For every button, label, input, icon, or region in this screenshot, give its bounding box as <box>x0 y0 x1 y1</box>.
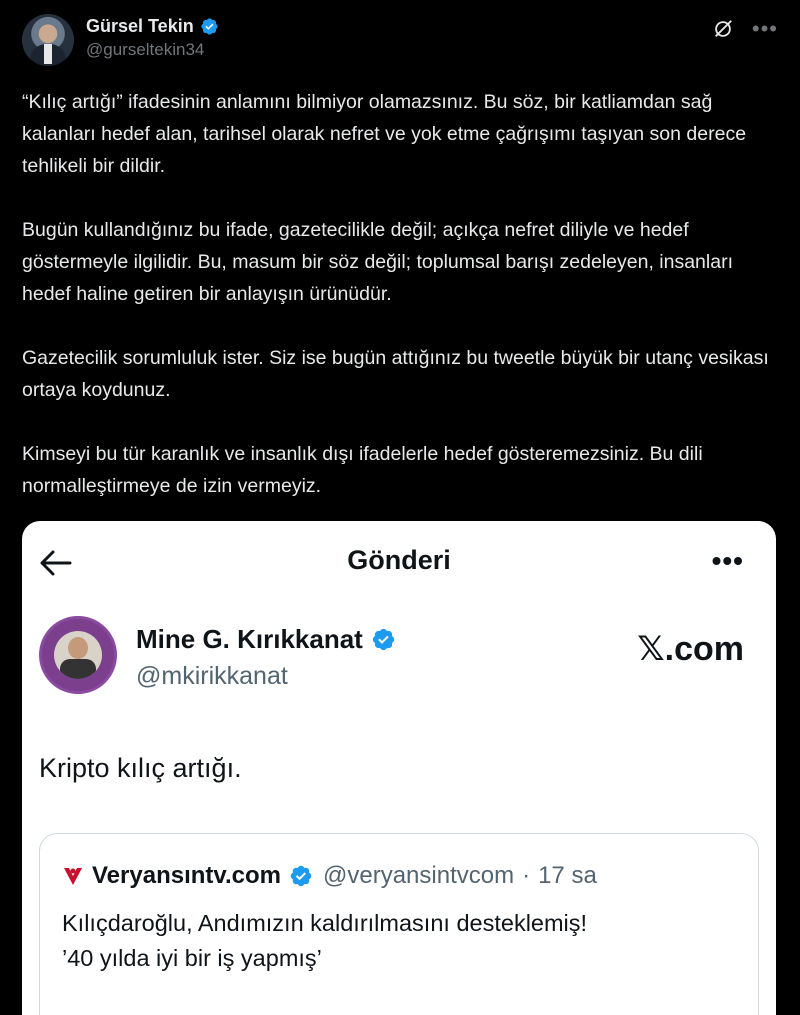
verified-badge-icon <box>289 864 313 888</box>
quoted-timestamp: 17 sa <box>538 862 597 889</box>
author-info <box>86 16 219 60</box>
author-name[interactable]: Gürsel Tekin <box>86 16 194 36</box>
quoted-author-handle: @veryansintvcom <box>322 862 515 889</box>
verified-badge-icon <box>371 627 396 652</box>
tweet-header <box>22 12 782 70</box>
quoted-post-text <box>62 906 752 976</box>
embedded-author-avatar <box>39 616 117 694</box>
veryansin-logo-icon <box>62 865 84 887</box>
author-avatar[interactable] <box>22 14 74 66</box>
x-com-logo: 𝕏.com <box>637 630 744 668</box>
tweet-paragraph: “Kılıç artığı” ifadesinin anlamını bilmiyor olamazsınız. Bu söz, bir katliamdan sağ kalanları hedef alan, tarihsel olarak nefret ve yok etme çağrışımı taşıyan son derece tehlikeli bir dildir. <box>22 91 747 177</box>
verified-badge-icon <box>200 17 219 36</box>
author-handle[interactable]: @gurseltekin34 <box>86 40 205 59</box>
quoted-post-header <box>62 862 597 890</box>
tweet-paragraph: Kimseyi bu tür karanlık ve insanlık dışı ifadelerle hedef gösteremezsiniz. Bu dili normalleştirmeye de izin vermeyiz. <box>22 443 703 497</box>
embedded-nav <box>22 521 776 603</box>
tweet-paragraph: Bugün kullandığınız bu ifade, gazetecilikle değil; açıkça nefret diliyle ve hedef göstermeyle ilgilidir. Bu, masum bir söz değil; toplumsal barışı zedeleyen, insanları hedef haline getiren bir anlayışın ürünüdür. <box>22 219 733 305</box>
embedded-post-text: Kripto kılıç artığı. <box>39 753 242 783</box>
embedded-author-row <box>136 624 396 655</box>
quoted-separator: · <box>522 862 531 889</box>
more-icon[interactable]: ••• <box>751 16 778 41</box>
quoted-text-line: Kılıçdaroğlu, Andımızın kaldırılmasını desteklemiş! <box>62 910 588 936</box>
header-actions <box>712 18 778 40</box>
embedded-nav-title: Gönderi <box>347 545 451 575</box>
tweet-text <box>22 86 782 534</box>
embedded-author-handle: @mkirikkanat <box>136 662 288 690</box>
embedded-screenshot[interactable] <box>22 521 776 1015</box>
embedded-author-name: Mine G. Kırıkkanat <box>136 624 363 654</box>
quoted-post <box>39 833 759 1015</box>
tweet-paragraph: Gazetecilik sorumluluk ister. Siz ise bugün attığınız bu tweetle büyük bir utanç vesikası ortaya koydunuz. <box>22 347 769 401</box>
grok-icon[interactable] <box>712 18 734 40</box>
embedded-more-icon: ••• <box>711 545 744 576</box>
quoted-text-line: ’40 yılda iyi bir iş yapmış’ <box>62 945 322 971</box>
quoted-author-name: Veryansıntv.com <box>92 862 281 889</box>
